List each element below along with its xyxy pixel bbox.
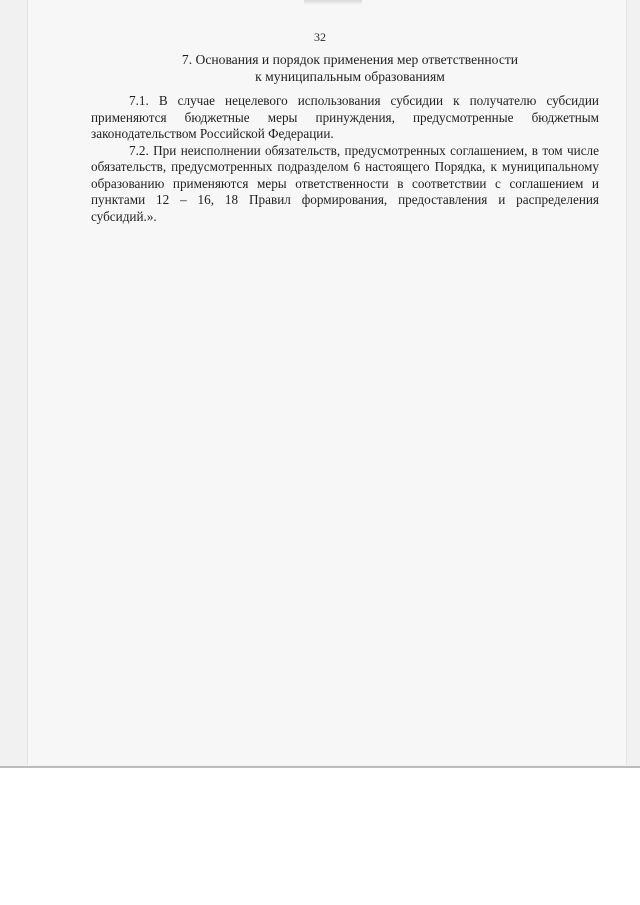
section-title-line-2: к муниципальным образованиям	[255, 69, 445, 84]
document-body	[91, 93, 599, 225]
scan-edge-divider	[0, 766, 640, 768]
section-title-line-1: 7. Основания и порядок применения мер ответственности	[181, 52, 519, 67]
paragraph-7-1: 7.1. В случае нецелевого использования субсидии к получателю субсидии применяются бюджетные меры принуждения, предусмотренные бюджетным законодательством Российской Федерации.	[91, 93, 599, 141]
paragraph-7-2: 7.2. При неисполнении обязательств, предусмотренных соглашением, в том числе обязательств, предусмотренных подразделом 6 настоящего Порядка, к муниципальному образованию применяются меры ответственности в соответствии с соглашением и пунктами 12 – 16, 18 Правил формирования, предоставления и распределения субсидий.».	[91, 142, 599, 224]
scan-smudge	[304, 0, 362, 5]
section-title	[60, 51, 640, 85]
page-number: 32	[314, 30, 326, 44]
